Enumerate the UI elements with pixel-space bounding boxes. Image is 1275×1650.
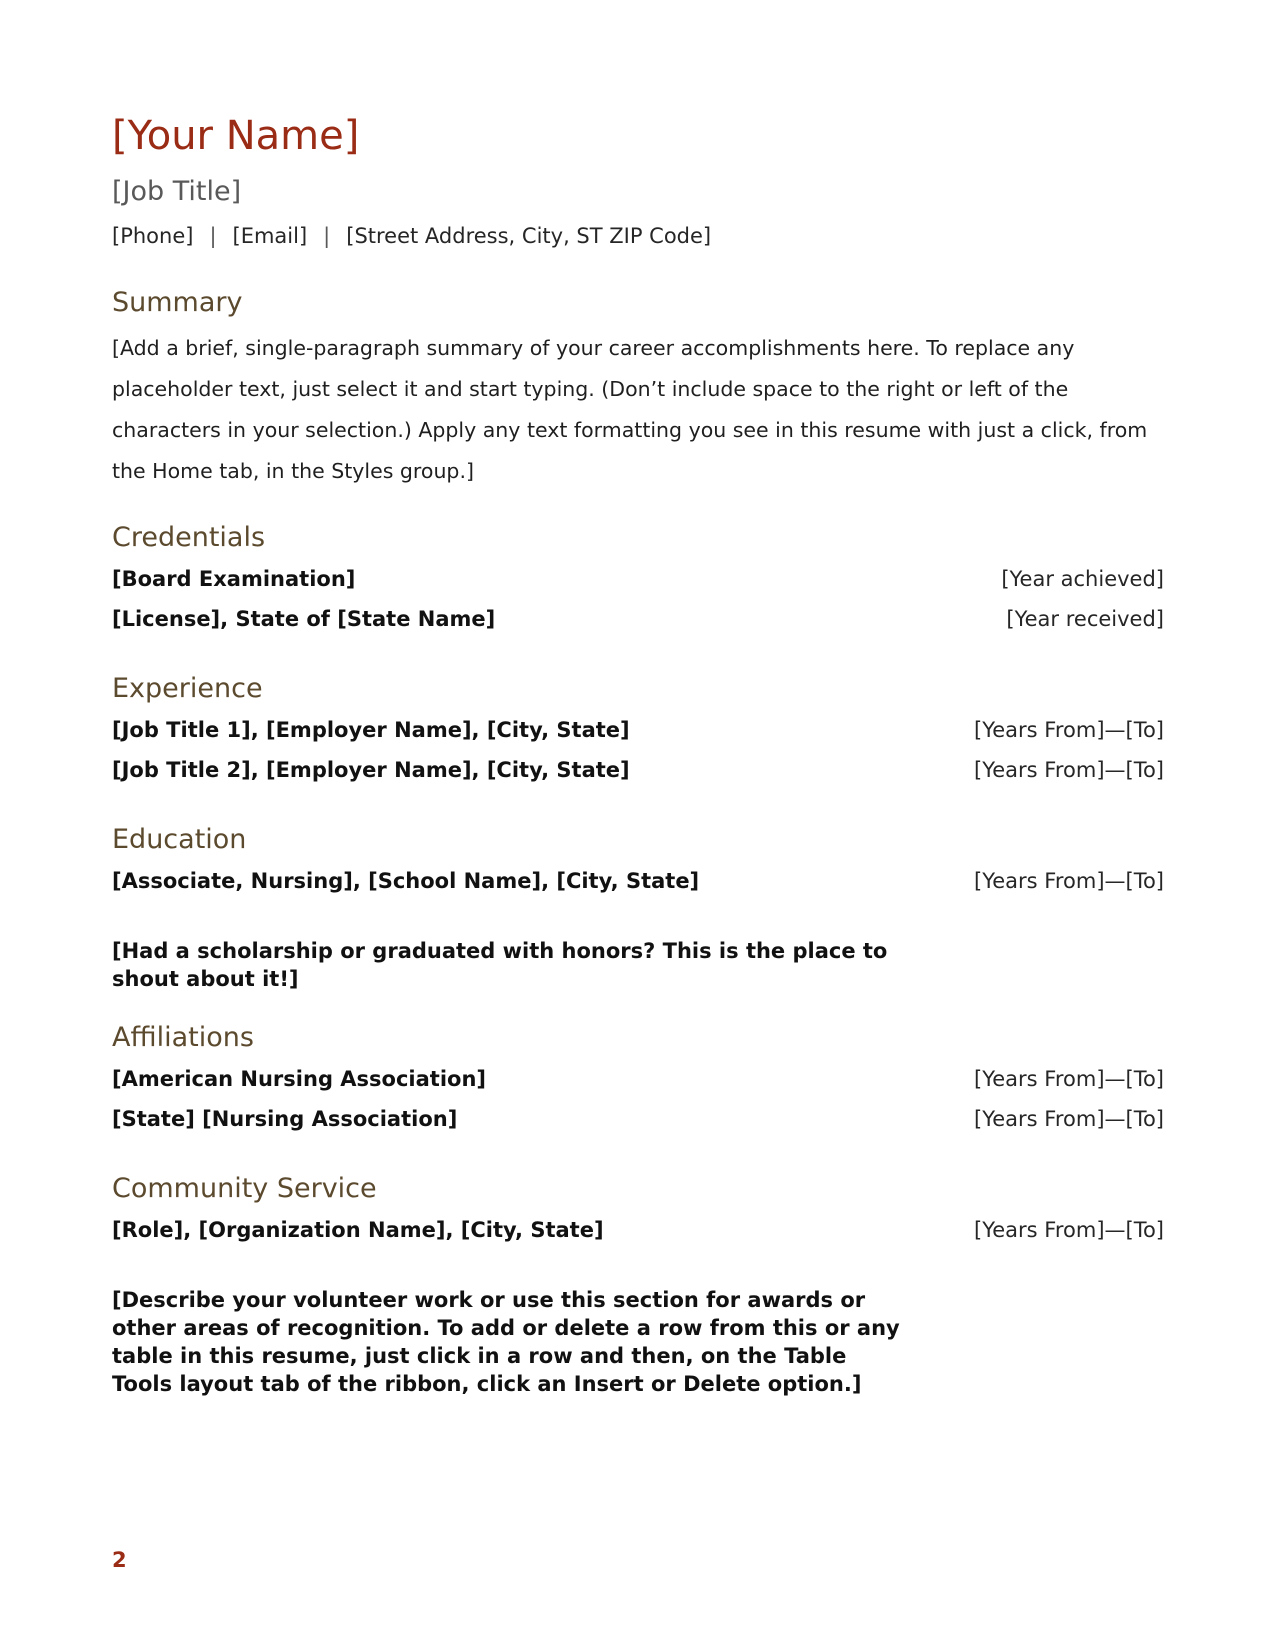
- summary-text[interactable]: [Add a brief, single-paragraph summary of your career accomplishments here. To replace any placeholder text, just select it and start typing. (Don’t include space to the right or left of the characters in your selection.) Apply any text formatting you see in this resume with just a click, from the Home tab, in the Styles group.]: [112, 336, 1148, 483]
- affiliations-table: [112, 1065, 1164, 1145]
- affiliation-name[interactable]: [American Nursing Association]: [112, 1067, 486, 1091]
- service-years[interactable]: [Years From]—[To]: [974, 1218, 1164, 1242]
- table-row: [112, 716, 1164, 756]
- affiliation-name[interactable]: [State] [Nursing Association]: [112, 1107, 458, 1131]
- table-row: [112, 605, 1164, 645]
- table-row: [112, 1065, 1164, 1105]
- resume-page: [112, 0, 1164, 1650]
- contact-separator: |: [323, 224, 331, 248]
- education-heading: Education: [112, 824, 247, 855]
- experience-section: [112, 672, 1164, 796]
- credentials-table: [112, 565, 1164, 645]
- summary-section: [112, 286, 1164, 492]
- resume-job-title[interactable]: [Job Title]: [112, 176, 242, 207]
- education-note[interactable]: [Had a scholarship or graduated with honors? This is the place to shout about it!]: [112, 939, 888, 991]
- community-service-heading: Community Service: [112, 1173, 377, 1204]
- credentials-heading: Credentials: [112, 522, 266, 553]
- table-row: [112, 1216, 1164, 1256]
- contact-line: [112, 222, 711, 250]
- credentials-section: [112, 521, 1164, 645]
- contact-email[interactable]: [Email]: [232, 224, 308, 248]
- community-service-note[interactable]: [Describe your volunteer work or use this section for awards or other areas of recognition. To add or delete a row from this or any table in this resume, just click in a row and then, on the Table Tools layout tab of the ribbon, click an Insert or Delete option.]: [112, 1288, 900, 1396]
- education-table: [112, 867, 1164, 907]
- affiliations-heading: Affiliations: [112, 1022, 254, 1053]
- education-section: [112, 823, 1164, 993]
- experience-role[interactable]: [Job Title 2], [Employer Name], [City, State]: [112, 758, 630, 782]
- affiliation-years[interactable]: [Years From]—[To]: [974, 1067, 1164, 1091]
- affiliation-years[interactable]: [Years From]—[To]: [974, 1107, 1164, 1131]
- contact-address[interactable]: [Street Address, City, ST ZIP Code]: [346, 224, 712, 248]
- contact-separator: |: [209, 224, 217, 248]
- education-years[interactable]: [Years From]—[To]: [974, 869, 1164, 893]
- service-role[interactable]: [Role], [Organization Name], [City, State]: [112, 1218, 604, 1242]
- community-service-section: [112, 1172, 1164, 1398]
- resume-name[interactable]: [Your Name]: [112, 113, 360, 159]
- table-row: [112, 756, 1164, 796]
- education-degree[interactable]: [Associate, Nursing], [School Name], [City, State]: [112, 869, 700, 893]
- credential-name[interactable]: [Board Examination]: [112, 567, 356, 591]
- credential-year[interactable]: [Year received]: [1006, 607, 1164, 631]
- table-row: [112, 867, 1164, 907]
- contact-phone[interactable]: [Phone]: [112, 224, 194, 248]
- affiliations-section: [112, 1021, 1164, 1145]
- experience-heading: Experience: [112, 673, 263, 704]
- experience-table: [112, 716, 1164, 796]
- community-service-table: [112, 1216, 1164, 1256]
- page-number: 2: [112, 1548, 127, 1572]
- experience-years[interactable]: [Years From]—[To]: [974, 758, 1164, 782]
- credential-name[interactable]: [License], State of [State Name]: [112, 607, 496, 631]
- experience-years[interactable]: [Years From]—[To]: [974, 718, 1164, 742]
- table-row: [112, 1105, 1164, 1145]
- credential-year[interactable]: [Year achieved]: [1001, 567, 1164, 591]
- table-row: [112, 565, 1164, 605]
- experience-role[interactable]: [Job Title 1], [Employer Name], [City, State]: [112, 718, 630, 742]
- summary-heading: Summary: [112, 287, 243, 318]
